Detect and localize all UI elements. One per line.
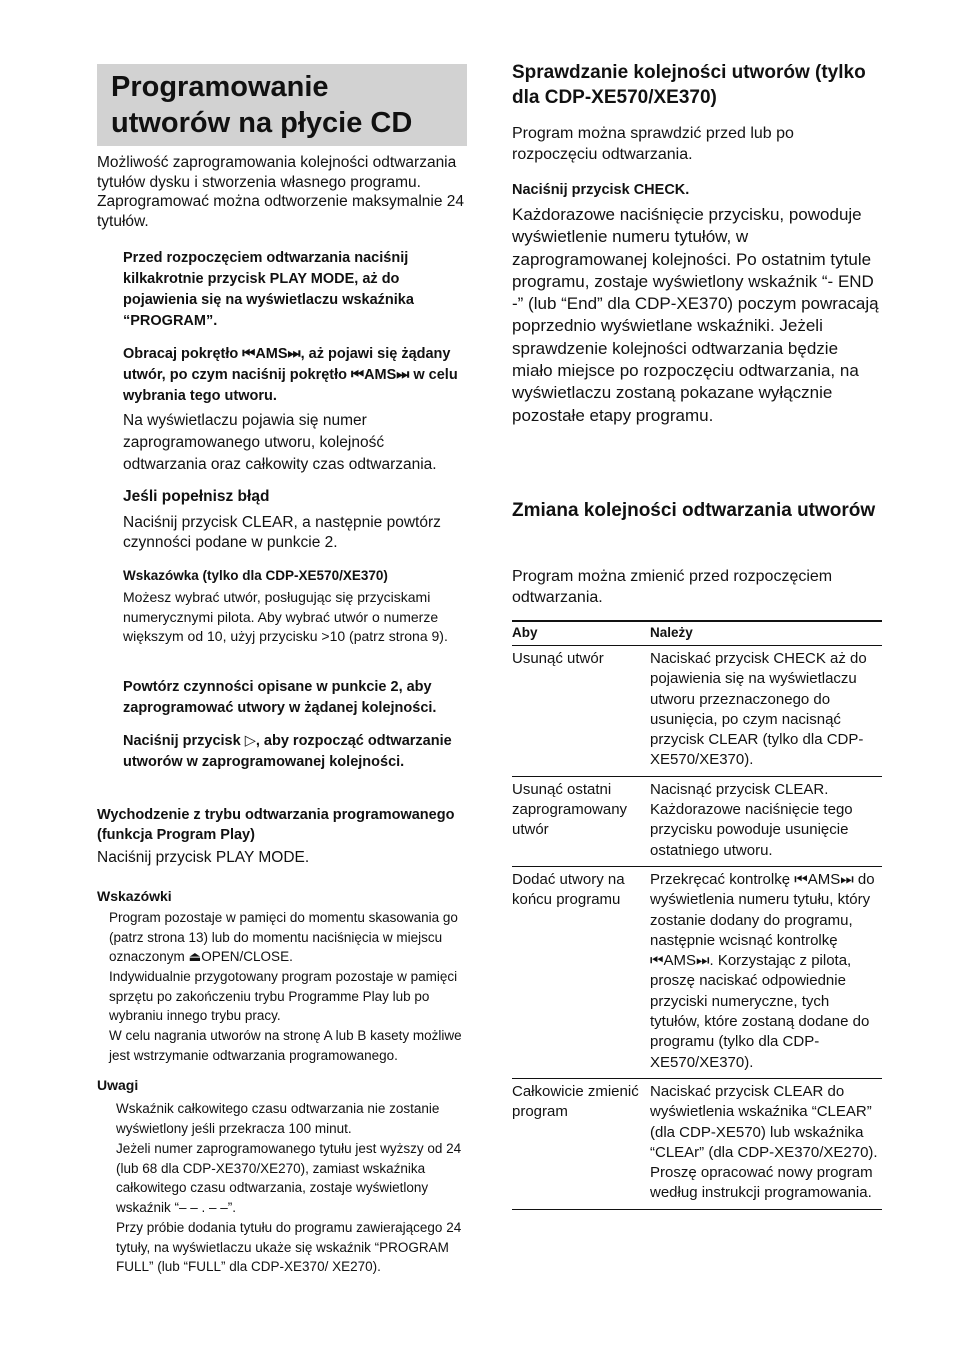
table-row — [512, 776, 882, 866]
mistake-body: Naciśnij przycisk CLEAR, a następnie powtórz czynności podane w punkcie 2. — [123, 514, 441, 551]
table-cell-action: Usunąć utwór — [512, 650, 604, 667]
table-header-aby: Aby — [512, 625, 538, 640]
note-1: Wskaźnik całkowitego czasu odtwarzania nie zostanie wyświetlony jeśli przekracza 100 minut. — [116, 1101, 440, 1136]
page-title: Programowanie utworów na płycie CD — [111, 71, 413, 139]
hint-3: W celu nagrania utworów na stronę A lub B kasety możliwe jest wstrzymanie odtwarzania programowanego. — [109, 1028, 462, 1063]
intro-text: Możliwość zaprogramowania kolejności odtwarzania tytułów dysku i stworzenia własnego programu. Zaprogramować można odtworzenie maksymalnie 24 tytułów. — [97, 154, 464, 230]
check-body: Każdorazowe naciśnięcie przycisku, powoduje wyświetlenie numeru tytułów, w zaprogramowanej kolejności. Po ostatnim tytule programu, zostaje wyświetlony wskaźnik “- END -” (lub “End” dla CDP-XE370) poczym powracają poprzednio wyświetlane wskaźniki. Jeżeli sprawdzenie kolejności odtwarzania będzie miało miejsce po rozpoczęciu odtwarzania, na wyświetlaczu zostaną pokazane wyłącznie pozostałe etapy programu. — [512, 205, 879, 425]
tip-body: Możesz wybrać utwór, posługując się przyciskami numerycznymi pilota. Aby wybrać utwór o numerze większym od 10, użyj przycisku >10 (patrz strona 9). — [123, 589, 448, 644]
table-cell-action: Całkowicie zmienić program — [512, 1082, 639, 1121]
check-heading: Sprawdzanie kolejności utworów (tylko dla CDP-XE570/XE370) — [512, 62, 866, 108]
ams-dial-icon: ⏮AMS⏭ — [351, 367, 410, 383]
table-cell-action: Usunąć ostatni zaprogramowany utwór — [512, 780, 628, 839]
ams-dial-icon: ⏮AMS⏭ — [242, 346, 301, 362]
step-1: Przed rozpoczęciem odtwarzania naciśnij kilkakrotnie przycisk PLAY MODE, aż do pojawienia się na wyświetlaczu wskaźnika “PROGRAM”. — [123, 250, 414, 329]
table-cell-instruction: Przekręcać kontrolkę ⏮AMS⏭ do wyświetlenia numeru tytułu, który zostanie dodany do programu, następnie wcisnąć kontrolkę ⏮AMS⏭. Korzystając z pilota, proszę naciskać odpowiednie przyciski numeryczne, tych tytułów, które zostaną dodane do programu (tylko dla CDP-XE570/XE370). — [650, 870, 875, 1071]
table-cell-instruction: Nacisnąć przycisk CLEAR. Każdorazowe naciśnięcie tego przycisku powoduje usunięcie ostatniego utworu. — [650, 780, 853, 859]
table-header-nalezy: Należy — [650, 625, 693, 640]
change-heading: Zmiana kolejności odtwarzania utworów — [512, 500, 876, 521]
mistake-heading: Jeśli popełnisz błąd — [123, 488, 270, 505]
hint-1: Program pozostaje w pamięci do momentu skasowania go (patrz strona 13) lub do momentu naciśnięcia w miejscu oznaczonym ⏏OPEN/CLOSE. — [109, 910, 458, 965]
step-2-body: Na wyświetlaczu pojawia się numer zaprogramowanego utworu, kolejność odtwarzania oraz całkowity czas odtwarzania. — [123, 412, 437, 473]
step-4: Naciśnij przycisk ▷, aby rozpocząć odtwarzanie utworów w zaprogramowanej kolejności. — [123, 733, 452, 770]
change-intro: Program można zmienić przed rozpoczęciem odtwarzania. — [512, 568, 833, 606]
tip-heading: Wskazówka (tylko dla CDP-XE570/XE370) — [123, 568, 388, 583]
title-box — [97, 64, 467, 146]
exit-heading: Wychodzenie z trybu odtwarzania programowanego (funkcja Program Play) — [97, 807, 455, 843]
note-2: Jeżeli numer zaprogramowanego tytułu jest wyższy od 24 (lub 68 dla CDP-XE370/XE270), zamiast wskaźnika całkowitego czasu odtwarzania, zostaje wyświetlony wskaźnik “– – . – –”. — [116, 1141, 462, 1215]
table-row — [512, 866, 882, 1078]
exit-body: Naciśnij przycisk PLAY MODE. — [97, 849, 310, 866]
note-3: Przy próbie dodania tytułu do programu zawierającego 24 tytuły, na wyświetlaczu ukaże się wskaźnik “PROGRAM FULL” (lub “FULL” dla CDP-XE370/ XE270). — [116, 1220, 462, 1275]
table-cell-action: Dodać utwory na końcu programu — [512, 870, 625, 909]
change-table — [512, 620, 882, 1210]
hints-heading: Wskazówki — [97, 888, 172, 904]
table-row — [512, 1078, 882, 1209]
check-step: Naciśnij przycisk CHECK. — [512, 182, 690, 198]
notes-heading: Uwagi — [97, 1077, 139, 1093]
table-cell-instruction: Naciskać przycisk CHECK aż do pojawienia się na wyświetlaczu utworu przeznaczonego do usunięcia, po czym nacisnąć przycisk CLEAR (tylko dla CDP-XE570/XE370). — [650, 650, 867, 769]
table-row — [512, 646, 882, 777]
play-icon: ▷ — [244, 733, 256, 749]
step-2: Obracaj pokrętło ⏮AMS⏭, aż pojawi się żądany utwór, po czym naciśnij pokrętło ⏮AMS⏭ w celu wybrania tego utworu. — [123, 346, 458, 404]
table-cell-instruction: Naciskać przycisk CLEAR do wyświetlenia wskaźnika “CLEAR” (dla CDP-XE570) lub wskaźnika “CLEAr” (dla CDP-XE370/XE270). Proszę opracować nowy program według instrukcji programowania. — [650, 1082, 878, 1202]
hint-2: Indywidualnie przygotowany program pozostaje w pamięci sprzętu po zakończeniu trybu Programme Play lub po wybraniu innego trybu pracy. — [109, 969, 458, 1024]
check-intro: Program można sprawdzić przed lub po rozpoczęciu odtwarzania. — [512, 125, 794, 163]
step-3: Powtórz czynności opisane w punkcie 2, aby zaprogramować utwory w żądanej kolejności. — [123, 679, 437, 716]
